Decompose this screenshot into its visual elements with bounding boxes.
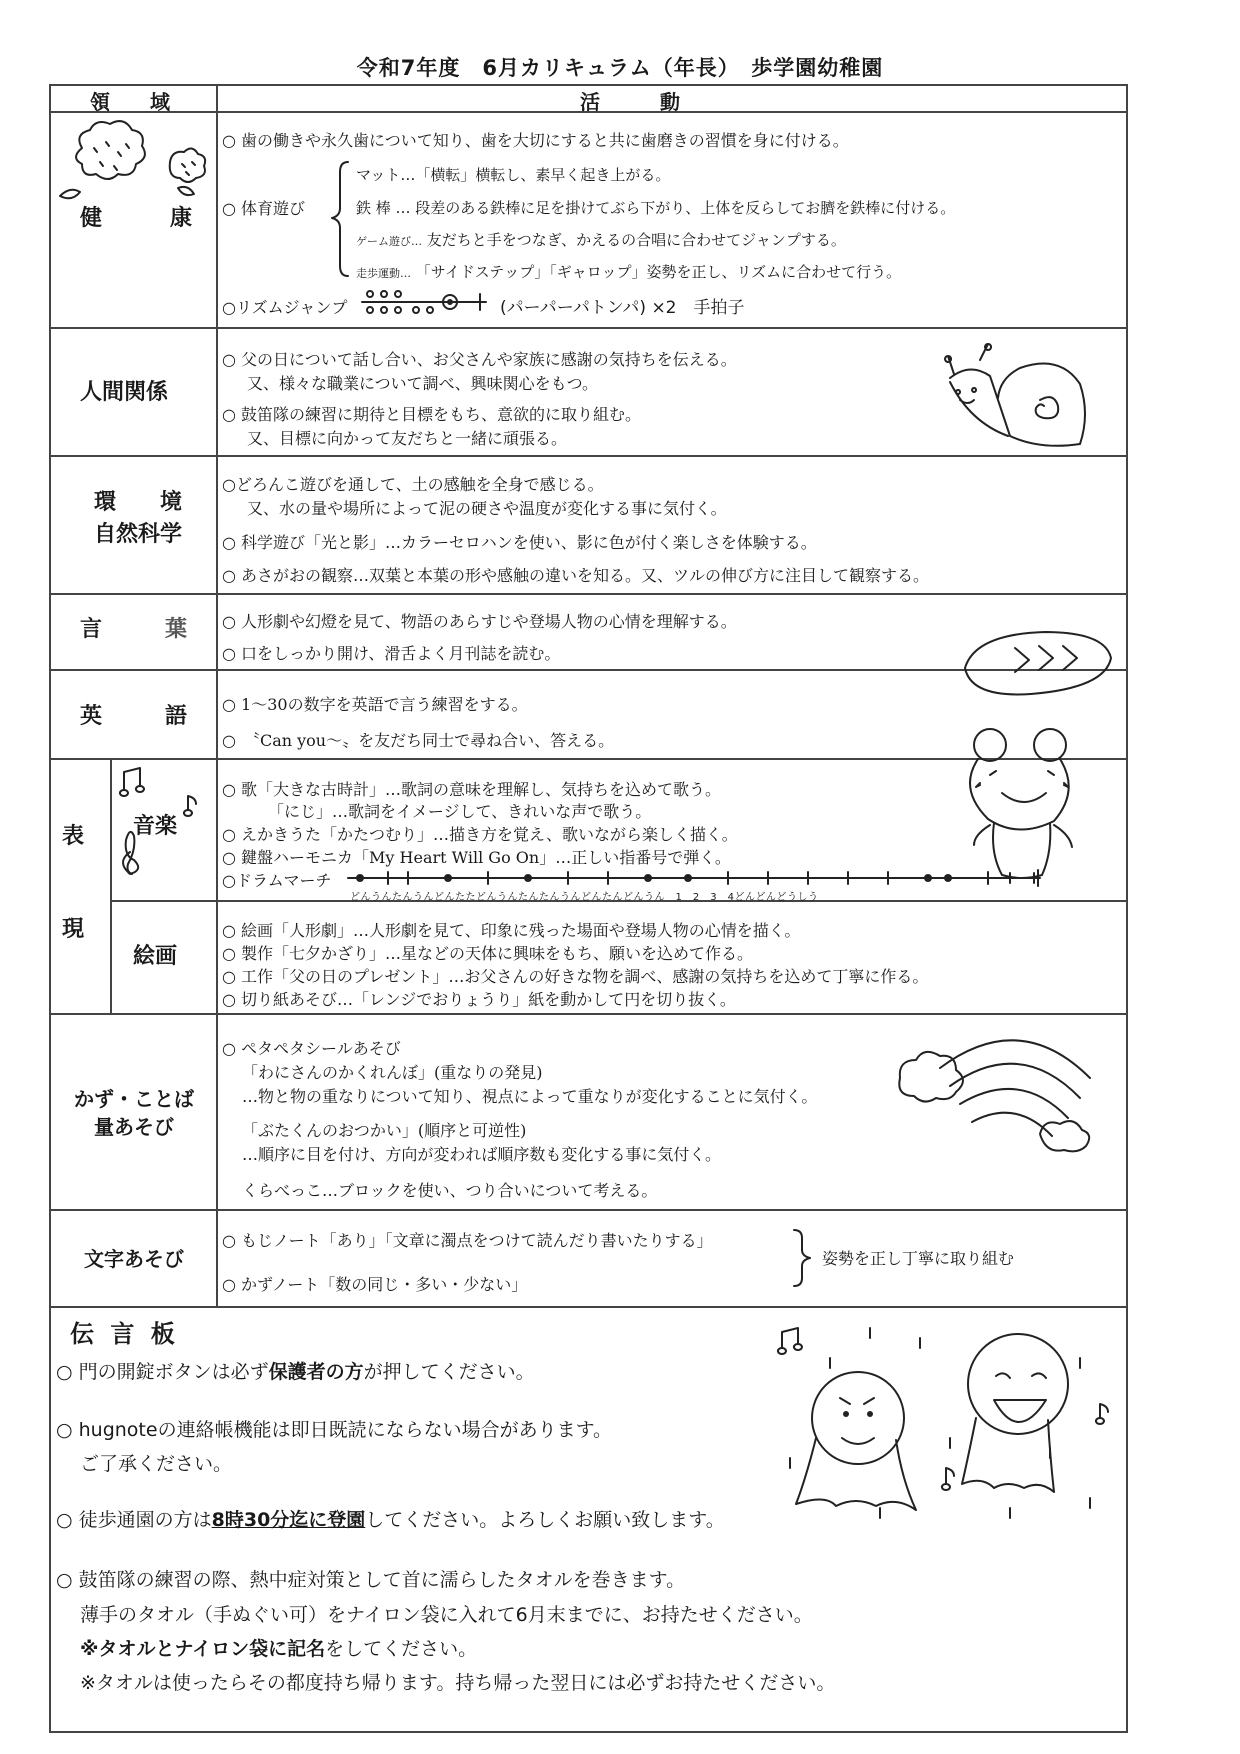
notice-towel-4: ※タオルは使ったらその都度持ち帰ります。持ち帰った翌日には必ずお持たせください。 — [80, 1672, 836, 1694]
notice-hugnote: ○ hugnoteの連絡帳機能は即日既読にならない場合があります。 — [56, 1419, 613, 1441]
health-pe-walk — [356, 261, 901, 282]
health-label-2: 康 — [170, 206, 193, 231]
table-divider — [49, 327, 1128, 329]
numbers-label-2: 量あそび — [94, 1115, 174, 1139]
teru-teru-bozu-doodle-icon — [770, 1318, 1120, 1533]
relations-item-2: ○ 鼓笛隊の練習に期待と目標をもち、意欲的に取り組む。 — [222, 405, 642, 424]
music-item-4: ○ドラムマーチ — [222, 871, 332, 890]
numbers-label-1: かず・ことば — [74, 1087, 194, 1111]
art-label: 絵画 — [133, 944, 178, 969]
english-label-2: 語 — [165, 704, 188, 729]
rhythm-notation-icon — [360, 288, 490, 318]
language-item-2: ○ 口をしっかり開け、滑舌よく月刊誌を読む。 — [222, 644, 561, 663]
numbers-item-2: 「わにさんのかくれんぼ」(重なりの発見) — [242, 1063, 543, 1082]
table-column-divider — [216, 84, 218, 1306]
board-title: 伝 言 板 — [70, 1320, 179, 1348]
language-item-1: ○ 人形劇や幻燈を見て、物語のあらすじや登場人物の心情を理解する。 — [222, 612, 737, 631]
health-pe-game-tag: ゲーム遊び… — [356, 235, 422, 248]
art-item-4: ○ 切り紙あそび…「レンジでおりょうり」紙を動かして円を切り抜く。 — [222, 990, 736, 1009]
snail-doodle-icon — [940, 330, 1100, 455]
notice-towel: ○ 鼓笛隊の練習の際、熱中症対策として首に濡らしたタオルを巻きます。 — [56, 1569, 686, 1591]
health-pe-bar: 鉄 棒 … 段差のある鉄棒に足を掛けてぶら下がり、上体を反らしてお臍を鉄棒に付ける。 — [356, 199, 956, 217]
health-pe-game-text: 友だちと手をつなぎ、かえるの合唱に合わせてジャンプする。 — [426, 231, 846, 249]
relations-item-1b: 又、様々な職業について調べ、興味関心をもつ。 — [247, 374, 599, 393]
numbers-item-1: ○ ペタペタシールあそび — [222, 1039, 401, 1058]
table-divider — [49, 455, 1128, 457]
flower-doodle-icon — [60, 118, 210, 208]
notice-walking-time: 8時30分迄に登園 — [211, 1509, 366, 1531]
relations-item-2b: 又、目標に向かって友だちと一緒に頑張る。 — [247, 429, 568, 448]
letters-label: 文字あそび — [84, 1247, 184, 1271]
english-label-1: 英 — [80, 704, 103, 729]
expression-label-1: 表 — [62, 824, 85, 849]
notice-walking-text: ○ 徒歩通園の方は — [56, 1509, 212, 1531]
frog-doodle-icon — [950, 715, 1100, 890]
art-item-2: ○ 製作「七夕かざり」…星などの天体に興味をもち、願いを込めて作る。 — [222, 944, 754, 963]
letters-note: 姿勢を正し丁寧に取り組む — [822, 1249, 1015, 1268]
language-label-1: 言 — [80, 617, 103, 642]
health-pe-walk-text: 「サイドステップ」「ギャロップ」姿勢を正し、リズムに合わせて行う。 — [415, 263, 902, 281]
music-item-2: ○ えかきうた「かたつむり」…描き方を覚え、歌いながら楽しく描く。 — [222, 825, 738, 844]
header-domain: 領 域 — [90, 90, 170, 114]
notice-towel-3-bold: ※タオルとナイロン袋に記名 — [80, 1638, 326, 1660]
notice-walking — [56, 1505, 725, 1532]
header-activity: 活 動 — [580, 90, 680, 114]
music-item-1b: 「にじ」…歌詞をイメージして、きれいな声で歌う。 — [268, 802, 652, 821]
relations-label: 人間関係 — [80, 380, 169, 405]
table-divider — [49, 593, 1128, 595]
environment-item-1: ○どろんこ遊びを通して、土の感触を全身で感じる。 — [222, 475, 604, 494]
relations-item-1: ○ 父の日について話し合い、お父さんや家族に感謝の気持ちを伝える。 — [222, 350, 737, 369]
letters-item-2: ○ かずノート「数の同じ・多い・少ない」 — [222, 1275, 528, 1294]
health-rhythm-label: ○リズムジャンプ — [222, 298, 348, 317]
expression-label-2: 現 — [62, 917, 85, 942]
numbers-item-3: …物と物の重なりについて知り、視点によって重なりが変化することに気付く。 — [242, 1087, 818, 1106]
english-item-1: ○ 1～30の数字を英語で言う練習をする。 — [222, 695, 528, 714]
numbers-item-4: 「ぶたくんのおつかい」(順序と可逆性) — [242, 1121, 527, 1140]
english-item-2: ○ 〝Can you～〟を友だち同士で尋ね合い、答える。 — [222, 731, 615, 750]
art-item-3: ○ 工作「父の日のプレゼント」…お父さんの好きな物を調べ、感謝の気持ちを込めて丁寧に作る。 — [222, 967, 929, 986]
environment-item-2: ○ 科学遊び「光と影」…カラーセロハンを使い、影に色が付く楽しさを体験する。 — [222, 533, 817, 552]
music-item-3: ○ 鍵盤ハーモニカ「My Heart Will Go On」…正しい指番号で弾く。 — [222, 848, 731, 867]
notice-gate — [56, 1357, 535, 1384]
health-pe-mat: マット…「横転」横転し、素早く起き上がる。 — [356, 166, 671, 184]
notice-towel-3-end: をしてください。 — [325, 1638, 478, 1660]
environment-item-3: ○ あさがおの観察…双葉と本葉の形や感触の違いを知る。又、ツルの伸び方に注目して観察する。 — [222, 566, 930, 585]
health-item-teeth: ○ 歯の働きや永久歯について知り、歯を大切にすると共に歯磨きの習慣を身に付ける。 — [222, 131, 849, 150]
notice-walking-end: してください。よろしくお願い致します。 — [365, 1509, 725, 1531]
music-item-1: ○ 歌「大きな古時計」…歌詞の意味を理解し、気持ちを込めて歌う。 — [222, 780, 722, 799]
notice-gate-end: が押してください。 — [363, 1361, 535, 1383]
music-label: 音楽 — [133, 814, 178, 839]
language-label-2: 葉 — [165, 617, 188, 642]
art-item-1: ○ 絵画「人形劇」…人形劇を見て、印象に残った場面や登場人物の心情を描く。 — [222, 921, 801, 940]
notice-towel-3 — [80, 1634, 477, 1661]
environment-label-2: 自然科学 — [93, 522, 182, 547]
numbers-item-6: くらべっこ…ブロックを使い、つり合いについて考える。 — [242, 1181, 658, 1200]
notice-gate-text: ○ 門の開錠ボタンは必ず — [56, 1361, 269, 1383]
leaf-doodle-icon — [955, 628, 1115, 718]
rainbow-doodle-icon — [880, 1018, 1105, 1158]
environment-label-1: 環 境 — [93, 490, 182, 515]
health-label-1: 健 — [80, 206, 103, 231]
notice-towel-2: 薄手のタオル（手ぬぐい可）をナイロン袋に入れて6月末までに、お持たせください。 — [80, 1604, 813, 1626]
environment-item-1b: 又、水の量や場所によって泥の硬さや温度が変化する事に気付く。 — [247, 499, 727, 518]
health-pe-label: ○ 体育遊び — [222, 199, 306, 218]
health-pe-walk-tag: 走歩運動… — [356, 267, 411, 280]
brace-icon — [330, 160, 350, 280]
table-divider — [49, 1013, 1128, 1015]
drum-handwriting: どんうんたんうんどんたたどんうんたんたんうんどんたんどんうん 1 2 3 4どんどんどうしう — [350, 892, 819, 903]
health-rhythm-handwriting: (パーパーパトンパ) ×2 手拍子 — [500, 298, 745, 318]
brace-icon — [792, 1228, 812, 1288]
table-divider — [49, 1306, 1128, 1308]
numbers-item-5: …順序に目を付け、方向が変われば順序数も変化する事に気付く。 — [242, 1145, 722, 1164]
health-pe-game — [356, 229, 846, 250]
table-divider — [49, 1209, 1128, 1211]
table-column-divider — [110, 758, 112, 1013]
notice-gate-bold: 保護者の方 — [268, 1361, 364, 1383]
notice-hugnote-2: ご了承ください。 — [80, 1453, 233, 1475]
page-title: 令和7年度 6月カリキュラム（年長） 歩学園幼稚園 — [356, 56, 884, 80]
drum-notation-icon — [348, 866, 1044, 890]
letters-item-1: ○ もじノート「あり」「文章に濁点をつけて読んだり書いたりする」 — [222, 1231, 713, 1250]
